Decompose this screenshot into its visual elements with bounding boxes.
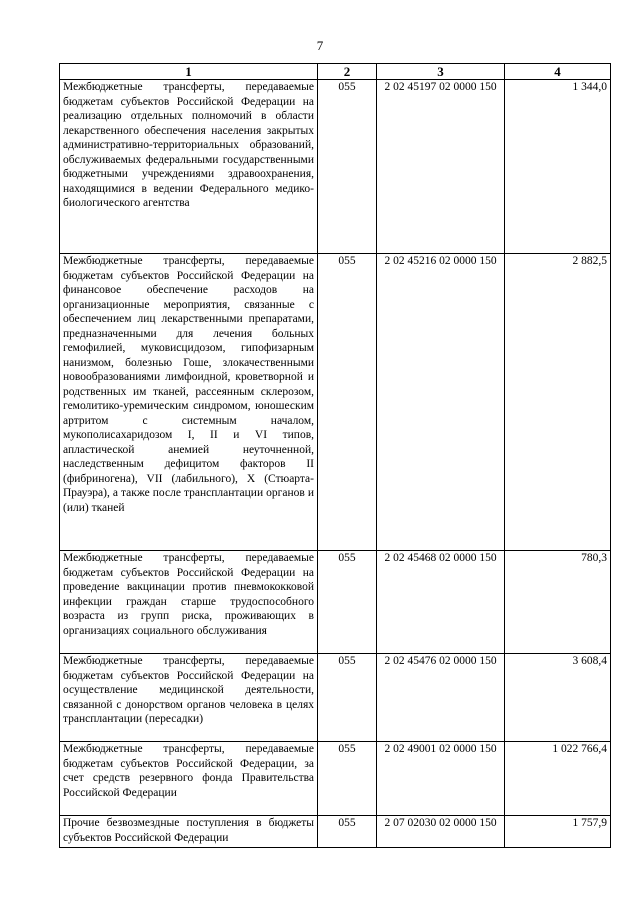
row-kbk-code: 2 02 45197 02 0000 150 bbox=[377, 80, 505, 254]
row-admin-code: 055 bbox=[318, 816, 377, 848]
row-amount: 3 608,4 bbox=[505, 654, 611, 742]
row-description: Межбюджетные трансферты, передаваемые бюджетам субъектов Российской Федерации, за счет средств резервного фонда Правительства Российской Федерации bbox=[60, 742, 318, 816]
row-admin-code: 055 bbox=[318, 551, 377, 654]
table-row bbox=[60, 80, 611, 254]
column-header-3: 3 bbox=[377, 64, 505, 80]
column-header-1: 1 bbox=[60, 64, 318, 80]
row-kbk-code: 2 02 49001 02 0000 150 bbox=[377, 742, 505, 816]
budget-revenue-table bbox=[59, 63, 611, 848]
column-header-4: 4 bbox=[505, 64, 611, 80]
row-amount: 1 757,9 bbox=[505, 816, 611, 848]
row-kbk-code: 2 02 45476 02 0000 150 bbox=[377, 654, 505, 742]
page-number: 7 bbox=[316, 38, 324, 53]
row-admin-code: 055 bbox=[318, 80, 377, 254]
row-kbk-code: 2 07 02030 02 0000 150 bbox=[377, 816, 505, 848]
row-amount: 1 344,0 bbox=[505, 80, 611, 254]
row-amount: 780,3 bbox=[505, 551, 611, 654]
row-kbk-code: 2 02 45468 02 0000 150 bbox=[377, 551, 505, 654]
row-admin-code: 055 bbox=[318, 254, 377, 551]
table-row bbox=[60, 742, 611, 816]
row-admin-code: 055 bbox=[318, 742, 377, 816]
table-header-row bbox=[60, 64, 611, 80]
row-description: Межбюджетные трансферты, передаваемые бюджетам субъектов Российской Федерации на проведение вакцинации против пневмококковой инфекции граждан старше трудоспособного возраста из групп риска, проживающих в организациях социального обслуживания bbox=[60, 551, 318, 654]
row-amount: 2 882,5 bbox=[505, 254, 611, 551]
row-kbk-code: 2 02 45216 02 0000 150 bbox=[377, 254, 505, 551]
row-description: Межбюджетные трансферты, передаваемые бюджетам субъектов Российской Федерации на финансовое обеспечение расходов на организационные мероприятия, связанные с обеспечением лиц лекарственными препаратами, предназначенными для лечения больных гемофилией, муковисцидозом, гипофизарным нанизмом, болезнью Гоше, злокачественными новообразованиями лимфоидной, кроветворной и родственных им тканей, рассеянным склерозом, гемолитико-уремическим синдромом, юношеским артритом с системным началом, мукополисахаридозом I, II и VI типов, апластической анемией неуточненной, наследственным дефицитом факторов II (фибриногена), VII (лабильного), X (Стюарта-Прауэра), а также после трансплантации органов и (или) тканей bbox=[60, 254, 318, 551]
table-row bbox=[60, 654, 611, 742]
table-row bbox=[60, 816, 611, 848]
table-row bbox=[60, 254, 611, 551]
row-amount: 1 022 766,4 bbox=[505, 742, 611, 816]
row-description: Прочие безвозмездные поступления в бюджеты субъектов Российской Федерации bbox=[60, 816, 318, 848]
column-header-2: 2 bbox=[318, 64, 377, 80]
row-admin-code: 055 bbox=[318, 654, 377, 742]
row-description: Межбюджетные трансферты, передаваемые бюджетам субъектов Российской Федерации на осуществление медицинской деятельности, связанной с донорством органов человека в целях трансплантации (пересадки) bbox=[60, 654, 318, 742]
table-row bbox=[60, 551, 611, 654]
row-description: Межбюджетные трансферты, передаваемые бюджетам субъектов Российской Федерации на реализацию отдельных полномочий в области лекарственного обеспечения населения закрытых административно-территориальных образований, обслуживаемых федеральными государственными бюджетными учреждениями здравоохранения, находящимися в ведении Федерального медико-биологического агентства bbox=[60, 80, 318, 254]
